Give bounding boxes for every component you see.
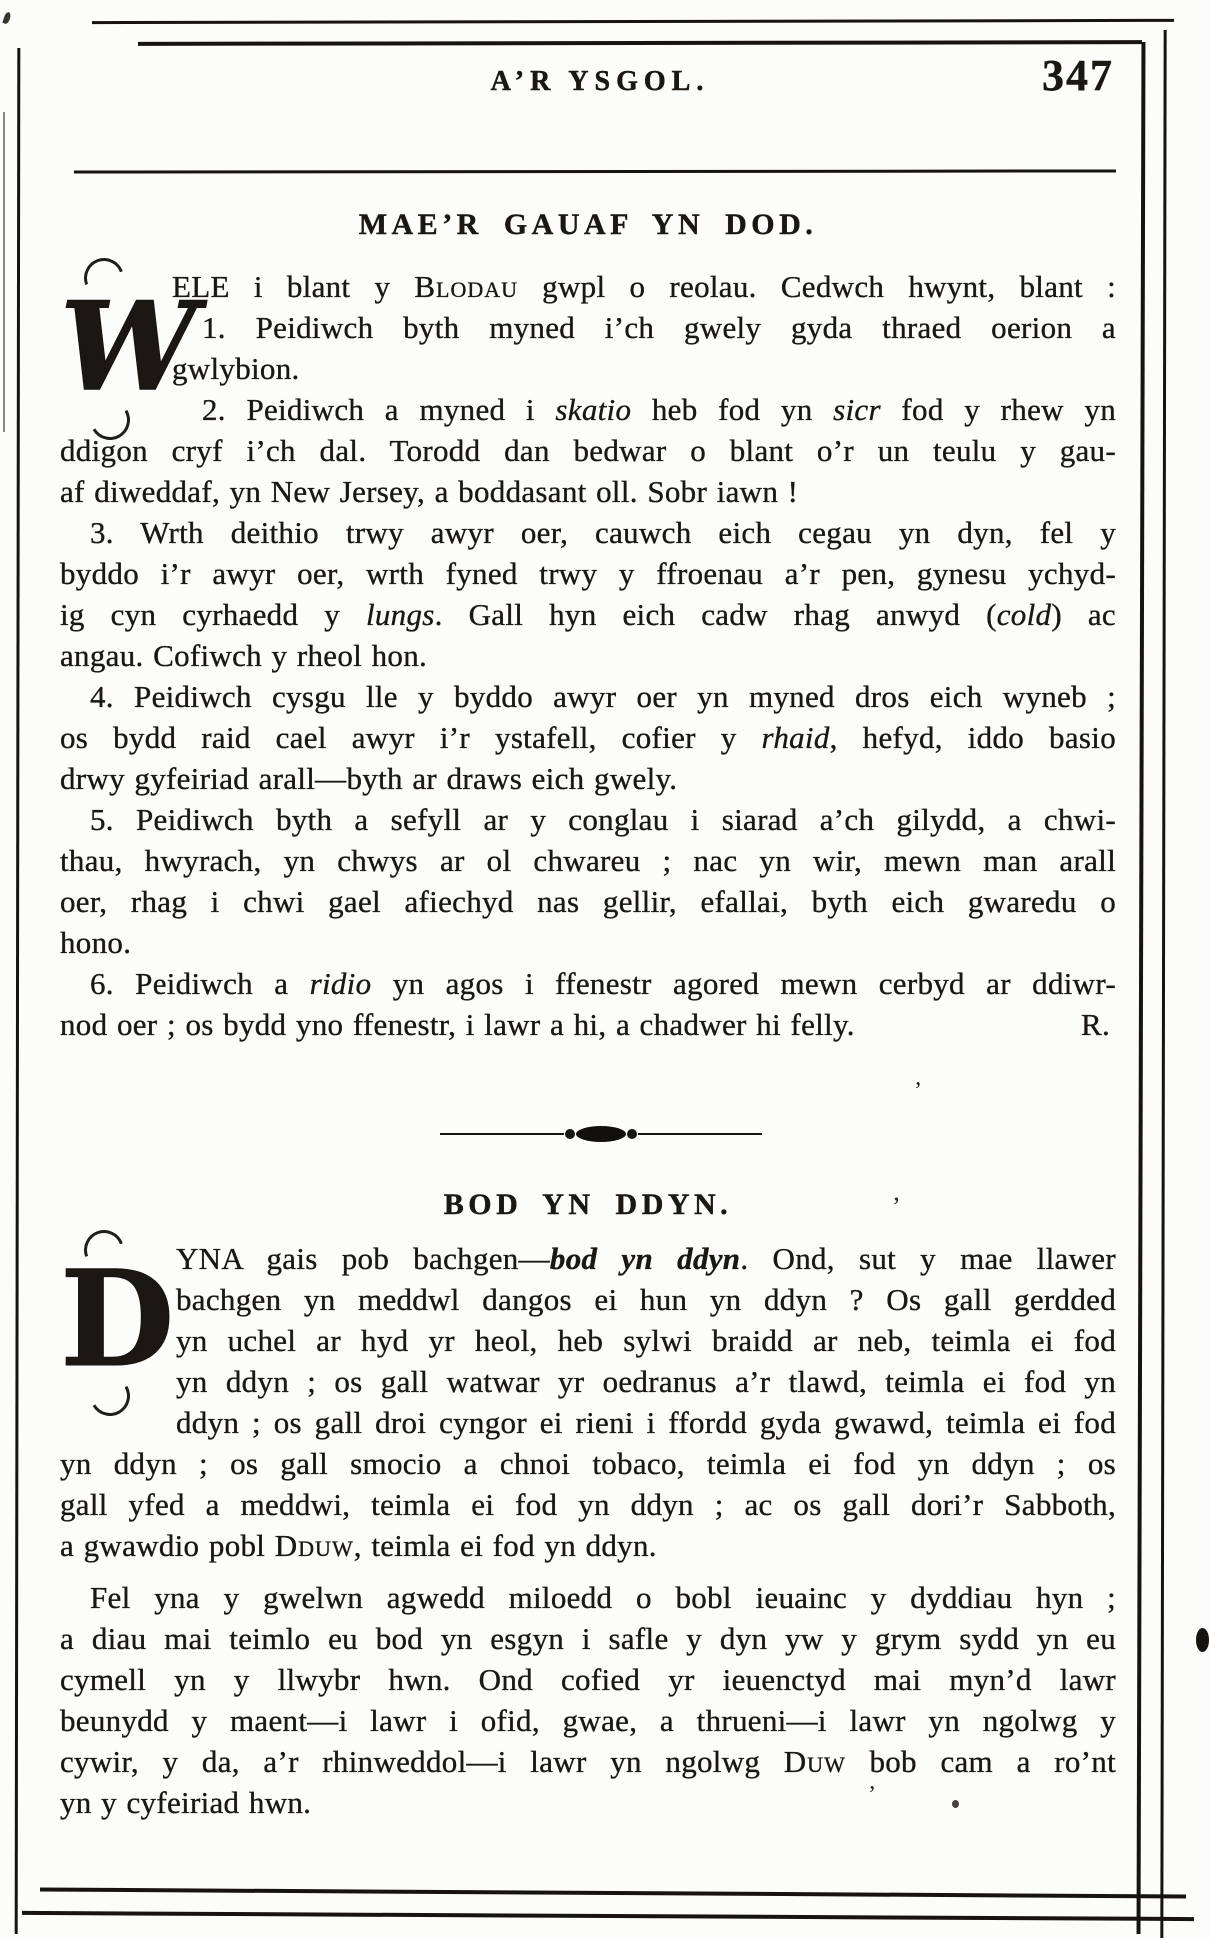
body-text: cywir, y da, a’r rhinweddol—i lawr yn ngolwg [60, 1744, 784, 1779]
text-line [60, 676, 1116, 717]
body-text: os bydd raid cael awyr i’r ystafell, cofier y [60, 720, 762, 755]
body-text: fod y rhew yn [880, 392, 1117, 427]
body-text: af diweddaf, yn New Jersey, a boddasant oll. Sobr iawn ! [60, 474, 799, 509]
page-border-bottom-inner [40, 1887, 1186, 1898]
page-border-top-inner [138, 40, 1142, 45]
italic-text: lungs [365, 597, 435, 632]
body-text: 1. Peidiwch byth myned i’ch gwely gyda thraed oerion a [202, 310, 1116, 345]
paragraph [60, 1238, 1116, 1566]
small-caps-text: Blodau [414, 269, 519, 304]
text-line [60, 1361, 1116, 1402]
ink-mark-blob-right-edge [1196, 1628, 1209, 1652]
text-line [60, 1700, 1116, 1741]
body-text: oer, rhag i chwi gael afiechyd nas gellir, efallai, byth eich gwaredu o [60, 884, 1116, 919]
page-border-left-sliver [3, 112, 5, 432]
paragraph [60, 512, 1116, 676]
body-text: . Gall hyn eich cadw rhag anwyd ( [434, 597, 997, 632]
text-line [60, 1402, 1116, 1443]
text-line [60, 1577, 1116, 1618]
text-line [60, 799, 1116, 840]
text-line [60, 471, 1116, 512]
paragraph [60, 266, 1116, 307]
body-text: ig cyn cyrhaedd y [60, 597, 366, 632]
text-line [60, 840, 1116, 881]
paragraph [60, 1577, 1116, 1823]
body-text: yn ddyn ; os gall smocio a chnoi tobaco, teimla ei fod yn ddyn ; os [60, 1446, 1116, 1481]
text-line [60, 1618, 1116, 1659]
text-line [60, 553, 1116, 594]
small-caps-text: Duw [783, 1744, 846, 1779]
section-divider-ornament [440, 1121, 762, 1147]
bold-italic-text: bod yn ddyn [549, 1241, 741, 1276]
italic-text: cold [996, 597, 1052, 632]
body-text: ddyn ; os gall droi cyngor ei rieni i ffordd gyda gwawd, teimla ei fod [176, 1405, 1116, 1440]
ink-mark-apostrophe-near-title: ’ [892, 1192, 901, 1221]
body-text: , hefyd, iddo basio [829, 720, 1116, 755]
ink-mark-comma-top-left [2, 11, 11, 24]
text-line [60, 1741, 1116, 1782]
paragraph [60, 676, 1116, 799]
text-line [60, 1443, 1116, 1484]
italic-text: rhaid [761, 720, 830, 755]
page-border-left [15, 48, 21, 1934]
divider-line-right [638, 1133, 762, 1136]
body-text: 4. Peidiwch cysgu lle y byddo awyr oer yn myned dros eich wyneb ; [90, 679, 1116, 714]
body-text: nod oer ; os bydd yno ffenestr, i lawr a hi, a chadwer hi felly. [60, 1007, 855, 1042]
body-text: ddigon cryf i’ch dal. Torodd dan bedwar o blant o’r un teulu y gau- [60, 433, 1116, 468]
body-text: Fel yna y gwelwn agwedd miloedd o bobl ieuainc y dyddiau hyn ; [90, 1580, 1116, 1615]
text-line [60, 1004, 1116, 1045]
small-caps-text: Dduw [274, 1528, 354, 1563]
section-title-maer-gauaf-yn-dod: MAE’R GAUAF YN DOD. [358, 208, 818, 241]
section-body-bod-yn-ddyn [60, 1238, 1116, 1823]
paragraph [60, 799, 1116, 963]
italic-text: ridio [309, 966, 372, 1001]
body-text: yn y cyfeiriad hwn. [60, 1785, 312, 1820]
section-body-maer-gauaf-yn-dod [60, 266, 1116, 1045]
body-text: bob cam a ro’nt [845, 1744, 1116, 1779]
text-line [60, 430, 1116, 471]
page-border-top-outer [92, 19, 1174, 24]
page-border-right-inner [1137, 42, 1146, 1934]
body-text: 2. Peidiwch a myned i [202, 392, 556, 427]
text-line [60, 758, 1116, 799]
body-text: hono. [60, 925, 132, 960]
body-text: bachgen yn meddwl dangos ei hun yn ddyn ? Os gall gerdded [176, 1282, 1116, 1317]
body-text: YNA gais pob bachgen— [176, 1241, 550, 1276]
body-text: angau. Cofiwch y rheol hon. [60, 638, 428, 673]
body-text: cymell yn y llwybr hwn. Ond cofied yr ieuenctyd mai myn’d lawr [60, 1662, 1116, 1697]
drop-cap-letter: D [60, 1242, 175, 1397]
paragraph [60, 307, 1116, 389]
page-border-right-outer [1160, 30, 1166, 1938]
paragraph [60, 963, 1116, 1045]
text-line [60, 881, 1116, 922]
text-line [60, 1238, 1116, 1279]
ink-mark-apostrophe-bottom: ’ [868, 1782, 876, 1808]
text-line [60, 635, 1116, 676]
body-text: 5. Peidiwch byth a sefyll ar y conglau i siarad a’ch gilydd, a chwi- [90, 802, 1116, 837]
body-text: thau, hwyrach, yn chwys ar ol chwareu ; nac yn wir, mewn man arall [60, 843, 1116, 878]
text-line [60, 389, 1116, 430]
divider-lens-shape [576, 1126, 626, 1142]
running-header-title: A’R YSGOL. [490, 66, 710, 97]
body-text: a diau mai teimlo eu bod yn esgyn i safle y dyn yw y grym sydd yn eu [60, 1621, 1116, 1656]
ink-mark-comma-mid-right: ’ [914, 1078, 922, 1104]
page-number: 347 [1042, 51, 1114, 100]
ink-mark-dot-bottom [952, 1800, 959, 1808]
page-border-bottom-outer [22, 1911, 1194, 1921]
body-text: gall yfed a meddwi, teimla ei fod yn ddyn ; ac os gall dori’r Sabboth, [60, 1487, 1116, 1522]
text-line [60, 717, 1116, 758]
italic-text: sicr [833, 392, 881, 427]
text-line [60, 594, 1116, 635]
text-line [60, 266, 1116, 307]
body-text: yn agos i ffenestr agored mewn cerbyd ar ddiwr- [371, 966, 1116, 1001]
italic-text: skatio [555, 392, 632, 427]
body-text: a gwawdio pobl [60, 1528, 275, 1563]
text-line [60, 963, 1116, 1004]
author-initial: R. [1080, 1007, 1110, 1042]
divider-line-left [440, 1133, 564, 1136]
text-line [60, 1484, 1116, 1525]
body-text: heb fod yn [631, 392, 834, 427]
body-text: 6. Peidiwch a [90, 966, 310, 1001]
header-rule [74, 169, 1116, 173]
body-text: ELE i blant y [172, 269, 415, 304]
text-line [60, 1320, 1116, 1361]
text-line [60, 307, 1116, 348]
body-text: yn ddyn ; os gall watwar yr oedranus a’r tlawd, teimla ei fod yn [176, 1364, 1116, 1399]
divider-dot-right [627, 1129, 637, 1139]
body-text: ) ac [1051, 597, 1116, 632]
text-line [60, 1279, 1116, 1320]
body-text: gwpl o reolau. Cedwch hwynt, blant : [518, 269, 1116, 304]
body-text: byddo i’r awyr oer, wrth fyned trwy y ffroenau a’r pen, gynesu ychyd- [60, 556, 1116, 591]
text-line [60, 512, 1116, 553]
body-text: gwlybion. [172, 351, 300, 386]
drop-cap-letter: W [60, 274, 198, 418]
text-line [60, 348, 1116, 389]
body-text: drwy gyfeiriad arall—byth ar draws eich gwely. [60, 761, 678, 796]
body-text: beunydd y maent—i lawr i ofid, gwae, a thrueni—i lawr yn ngolwg y [60, 1703, 1116, 1738]
divider-dot-left [565, 1129, 575, 1139]
text-line [60, 922, 1116, 963]
text-line [60, 1525, 1116, 1566]
body-text: 3. Wrth deithio trwy awyr oer, cauwch eich cegau yn dyn, fel y [90, 515, 1116, 550]
body-text: , teimla ei fod yn ddyn. [353, 1528, 657, 1563]
text-line [60, 1659, 1116, 1700]
body-text: yn uchel ar hyd yr heol, heb sylwi braidd ar neb, teimla ei fod [176, 1323, 1116, 1358]
paragraph [60, 389, 1116, 512]
body-text: . Ond, sut y mae llawer [740, 1241, 1116, 1276]
section-title-bod-yn-ddyn: BOD YN DDYN. [443, 1188, 733, 1221]
